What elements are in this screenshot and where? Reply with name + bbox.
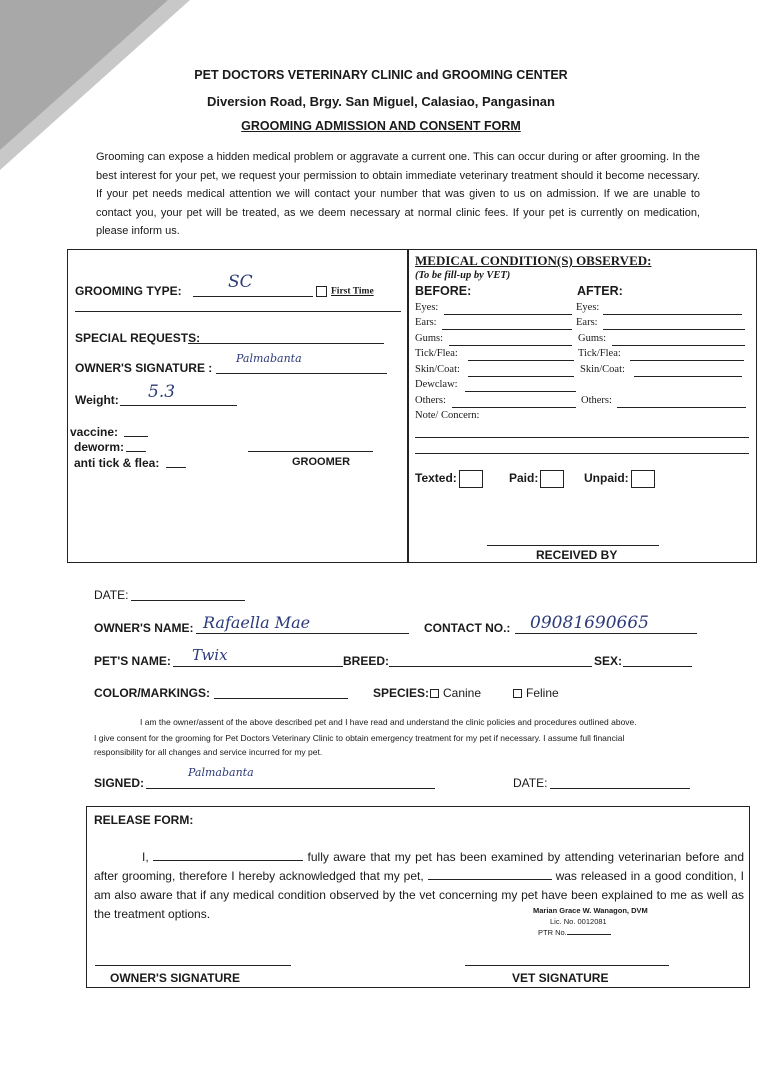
- before-ears-field[interactable]: [442, 329, 572, 330]
- medical-title: MEDICAL CONDITION(S) OBSERVED:: [415, 253, 652, 268]
- after-others-field[interactable]: [617, 407, 746, 408]
- canine-checkbox[interactable]: Canine: [430, 686, 481, 700]
- before-gums-field[interactable]: [449, 345, 572, 346]
- release-text-2: was released in a good condition, I am also aware that if any medical condition observed by the vet concerning my pet have been explained to me as well as the treatment options.: [94, 869, 744, 921]
- vet-signature-label: VET SIGNATURE: [512, 971, 609, 985]
- signed-value: Palmabanta: [188, 766, 254, 779]
- species-label: SPECIES:: [373, 686, 430, 700]
- medical-subtitle: (To be fill-up by VET): [415, 270, 511, 281]
- note-line-2[interactable]: [415, 453, 749, 454]
- owner-name-label: OWNER'S NAME:: [94, 621, 194, 635]
- before-tick-label: Tick/Flea:: [415, 348, 458, 359]
- after-tick-field[interactable]: [630, 360, 744, 361]
- owner-name-field[interactable]: [196, 633, 409, 634]
- signed-field[interactable]: [146, 788, 435, 789]
- release-title: RELEASE FORM:: [94, 813, 194, 827]
- release-i: I,: [142, 850, 149, 864]
- weight-label: Weight:: [75, 393, 119, 407]
- after-ears-field[interactable]: [603, 329, 745, 330]
- vaccine-label: vaccine:: [70, 425, 119, 439]
- vet-ptr: PTR No.: [538, 928, 611, 937]
- breed-field[interactable]: [389, 666, 592, 667]
- grooming-extra-line: [75, 311, 401, 312]
- before-others-field[interactable]: [452, 407, 576, 408]
- consent-line-1: I am the owner/assent of the above described pet and I have read and understand the clinic policies and procedures outlined above.: [140, 717, 637, 727]
- after-eyes-field[interactable]: [603, 314, 742, 315]
- owner-name-value: Rafaella Mae: [203, 613, 311, 632]
- contact-label: CONTACT NO.:: [424, 621, 511, 635]
- before-skin-field[interactable]: [468, 376, 574, 377]
- before-ears-label: Ears:: [415, 317, 437, 328]
- consent-line-2: I give consent for the grooming for Pet Doctors Veterinary Clinic to obtain emergency treatment for my pet if necessary. I assume full financial: [94, 733, 625, 743]
- intro-paragraph: Grooming can expose a hidden medical problem or aggravate a current one. This can occur during or after grooming. In the best interest for your pet, we request your permission to obtain immediate veterinary treatment should it become necessary. If your pet needs medical attention we will contact your number that was given to us on admission. If we are unable to contact you, your pet will be treated, as we deem necessary at normal clinic fees. If your pet is currently on medication, please inform us.: [96, 151, 700, 237]
- after-skin-label: Skin/Coat:: [580, 364, 625, 375]
- groomer-signature-line[interactable]: [248, 451, 373, 452]
- date-label: DATE:: [94, 588, 129, 602]
- after-tick-label: Tick/Flea:: [578, 348, 621, 359]
- sex-field[interactable]: [623, 666, 692, 667]
- note-line-1[interactable]: [415, 437, 749, 438]
- weight-field[interactable]: [120, 405, 237, 406]
- consent-date-label: DATE:: [513, 776, 548, 790]
- release-text-1: fully aware that my pet has been examined by attending veterinarian before and after grooming, therefore I hereby acknowledged that my pet,: [94, 850, 744, 883]
- release-name-field[interactable]: [153, 849, 303, 861]
- clinic-name: PET DOCTORS VETERINARY CLINIC and GROOMING CENTER: [194, 68, 568, 82]
- after-heading: AFTER:: [577, 284, 623, 298]
- vet-signature-line[interactable]: [465, 965, 669, 966]
- before-gums-label: Gums:: [415, 333, 444, 344]
- release-pet-field[interactable]: [428, 868, 552, 880]
- pet-name-value: Twix: [192, 646, 228, 664]
- after-others-label: Others:: [581, 395, 612, 406]
- owner-signature-release-line[interactable]: [95, 965, 291, 966]
- before-heading: BEFORE:: [415, 284, 472, 298]
- owner-signature-release-label: OWNER'S SIGNATURE: [110, 971, 240, 985]
- feline-checkbox[interactable]: Feline: [513, 686, 559, 700]
- weight-value: 5.3: [148, 382, 176, 402]
- owner-signature-value: Palmabanta: [236, 352, 302, 365]
- breed-label: BREED:: [343, 654, 390, 668]
- clinic-address: Diversion Road, Brgy. San Miguel, Calasiao, Pangasinan: [207, 94, 555, 109]
- before-skin-label: Skin/Coat:: [415, 364, 460, 375]
- before-eyes-field[interactable]: [444, 314, 572, 315]
- deworm-label: deworm:: [74, 440, 125, 454]
- before-others-label: Others:: [415, 395, 446, 406]
- before-eyes-label: Eyes:: [415, 302, 439, 313]
- unpaid-checkbox[interactable]: Unpaid:: [584, 470, 655, 488]
- contact-value: 09081690665: [530, 613, 649, 633]
- paid-checkbox[interactable]: Paid:: [509, 470, 564, 488]
- owner-signature-label: OWNER'S SIGNATURE :: [75, 361, 213, 375]
- special-requests-field[interactable]: [188, 343, 384, 344]
- pet-name-label: PET'S NAME:: [94, 654, 171, 668]
- received-by-label: RECEIVED BY: [536, 548, 618, 562]
- received-by-line[interactable]: [487, 545, 659, 546]
- groomer-label: GROOMER: [292, 456, 351, 468]
- after-skin-field[interactable]: [634, 376, 742, 377]
- dewclaw-field[interactable]: [465, 391, 576, 392]
- signed-label: SIGNED:: [94, 776, 145, 790]
- sex-label: SEX:: [594, 654, 623, 668]
- owner-signature-field[interactable]: [216, 373, 387, 374]
- color-label: COLOR/MARKINGS:: [94, 686, 210, 700]
- first-time-checkbox[interactable]: First Time: [316, 286, 374, 297]
- texted-checkbox[interactable]: Texted:: [415, 470, 483, 488]
- dewclaw-label: Dewclaw:: [415, 379, 458, 390]
- antitick-field[interactable]: [166, 467, 186, 468]
- antitick-label: anti tick & flea:: [74, 456, 160, 470]
- vet-name: Marian Grace W. Wanagon, DVM: [533, 906, 648, 915]
- grooming-type-field[interactable]: [193, 296, 313, 297]
- after-ears-label: Ears:: [576, 317, 598, 328]
- date-field[interactable]: [131, 600, 245, 601]
- special-requests-label: SPECIAL REQUESTS:: [75, 331, 201, 345]
- deworm-field[interactable]: [126, 451, 146, 452]
- after-eyes-label: Eyes:: [576, 302, 600, 313]
- color-field[interactable]: [214, 698, 348, 699]
- contact-field[interactable]: [515, 633, 697, 634]
- vet-license: Lic. No. 0012081: [550, 917, 607, 926]
- after-gums-field[interactable]: [612, 345, 745, 346]
- note-label: Note/ Concern:: [415, 410, 480, 421]
- pet-name-field[interactable]: [173, 666, 343, 667]
- grooming-type-value: SC: [228, 272, 253, 292]
- form-title: GROOMING ADMISSION AND CONSENT FORM: [241, 119, 521, 133]
- vaccine-field[interactable]: [124, 436, 148, 437]
- after-gums-label: Gums:: [578, 333, 607, 344]
- grooming-type-label: GROOMING TYPE:: [75, 284, 182, 298]
- before-tick-field[interactable]: [468, 360, 574, 361]
- consent-line-3: responsibility for all changes and service incurred for my pet.: [94, 747, 323, 757]
- consent-date-field[interactable]: [550, 788, 690, 789]
